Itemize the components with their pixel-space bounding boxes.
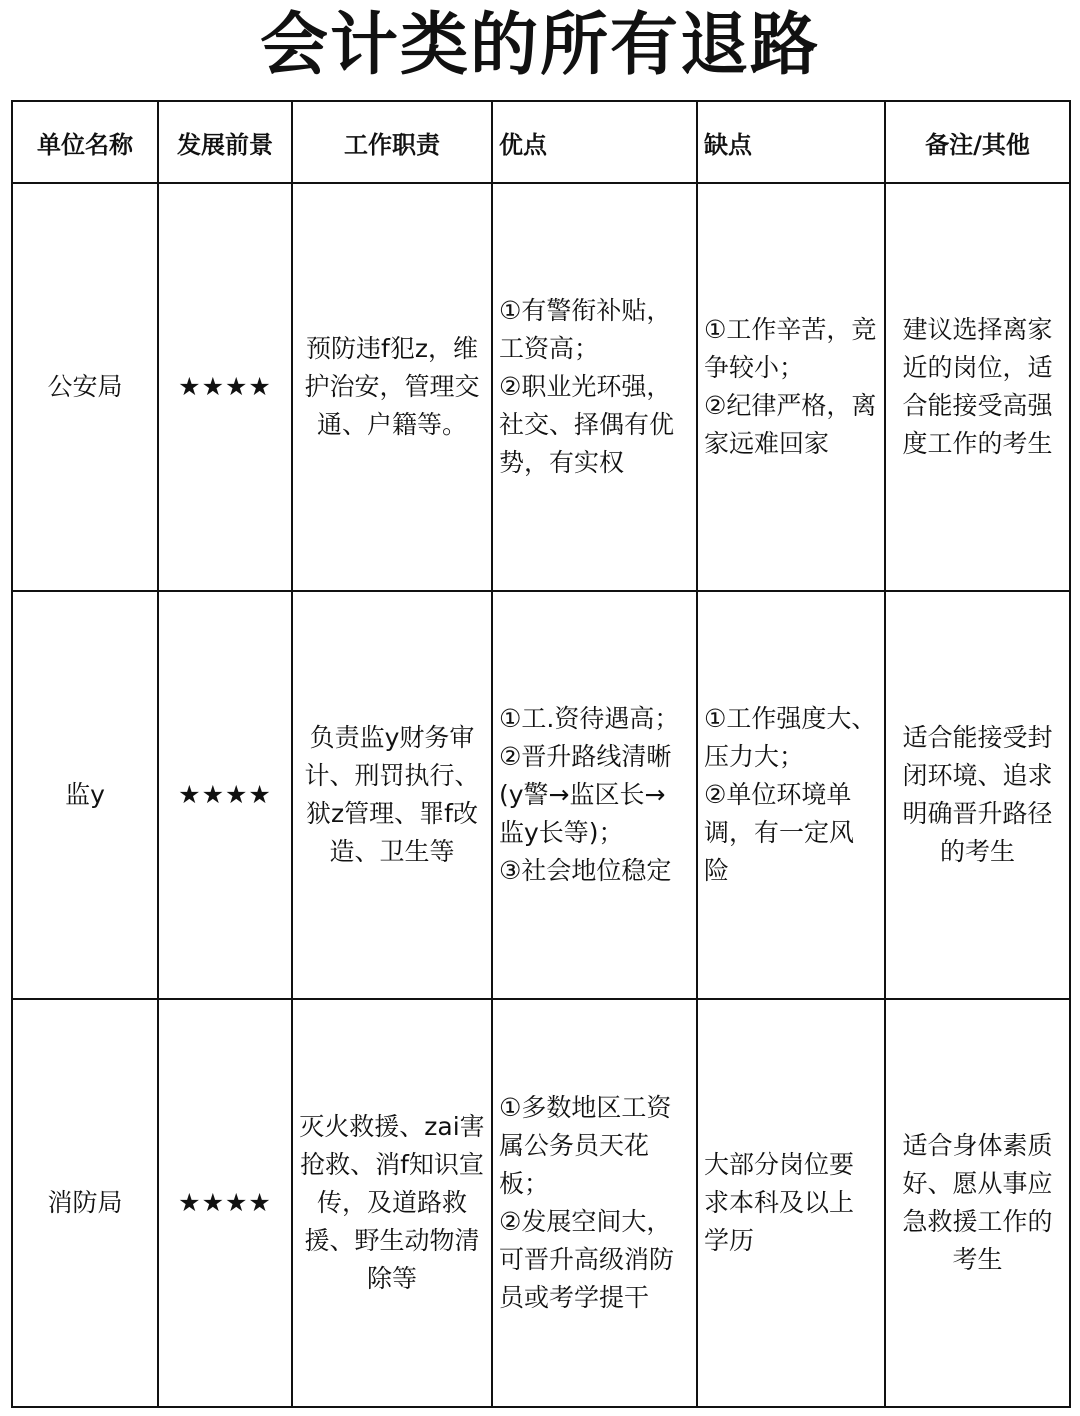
cons-item: ②纪律严格，离家远难回家 [704, 391, 877, 458]
cell-unit: 监y [12, 591, 158, 999]
cell-cons [697, 183, 885, 591]
header-duty: 工作职责 [292, 101, 492, 183]
header-pros: 优点 [492, 101, 697, 183]
cell-note: 适合身体素质好、愿从事应急救援工作的考生 [885, 999, 1070, 1407]
table-row [12, 183, 1070, 591]
table-row [12, 591, 1070, 999]
cell-unit: 公安局 [12, 183, 158, 591]
cell-cons [697, 999, 885, 1407]
header-unit: 单位名称 [12, 101, 158, 183]
pros-item: ②发展空间大，可晋升高级消防员或考学提干 [499, 1207, 675, 1312]
header-note: 备注/其他 [885, 101, 1070, 183]
rating-stars: ★★★★ [158, 591, 292, 999]
cell-cons [697, 591, 885, 999]
cell-note: 适合能接受封闭环境、追求明确晋升路径的考生 [885, 591, 1070, 999]
cell-duty: 灭火救援、zai害抢救、消f知识宣传，及道路救援、野生动物清除等 [292, 999, 492, 1407]
table-row [12, 999, 1070, 1407]
cell-duty: 预防违f犯z，维护治安，管理交通、户籍等。 [292, 183, 492, 591]
pros-item: ①多数地区工资属公务员天花板； [499, 1093, 672, 1198]
comparison-table [11, 100, 1071, 1408]
cell-unit: 消防局 [12, 999, 158, 1407]
cell-pros [492, 183, 697, 591]
pros-item: ②职业光环强，社交、择偶有优势，有实权 [499, 372, 675, 477]
rating-stars: ★★★★ [158, 183, 292, 591]
table-header-row [12, 101, 1070, 183]
page-title: 会计类的所有退路 [259, 6, 820, 85]
pros-item: ③社会地位稳定 [499, 856, 672, 885]
cons-item: ①工作辛苦，竞争较小； [704, 315, 877, 382]
cons-item: ①工作强度大、压力大； [704, 704, 877, 771]
header-prospect: 发展前景 [158, 101, 292, 183]
cell-note: 建议选择离家近的岗位，适合能接受高强度工作的考生 [885, 183, 1070, 591]
header-cons: 缺点 [697, 101, 885, 183]
pros-item: ②晋升路线清晰(y警→监区长→监y长等)； [499, 742, 672, 847]
pros-item: ①工.资待遇高； [499, 704, 680, 733]
cons-item: ②单位环境单调，有一定风险 [704, 780, 855, 885]
cell-pros [492, 999, 697, 1407]
pros-item: ①有警衔补贴，工资高； [499, 296, 672, 363]
cell-pros [492, 591, 697, 999]
cons-item: 大部分岗位要求本科及以上学历 [704, 1150, 855, 1255]
cell-duty: 负责监y财务审计、刑罚执行、狱z管理、罪f改造、卫生等 [292, 591, 492, 999]
rating-stars: ★★★★ [158, 999, 292, 1407]
